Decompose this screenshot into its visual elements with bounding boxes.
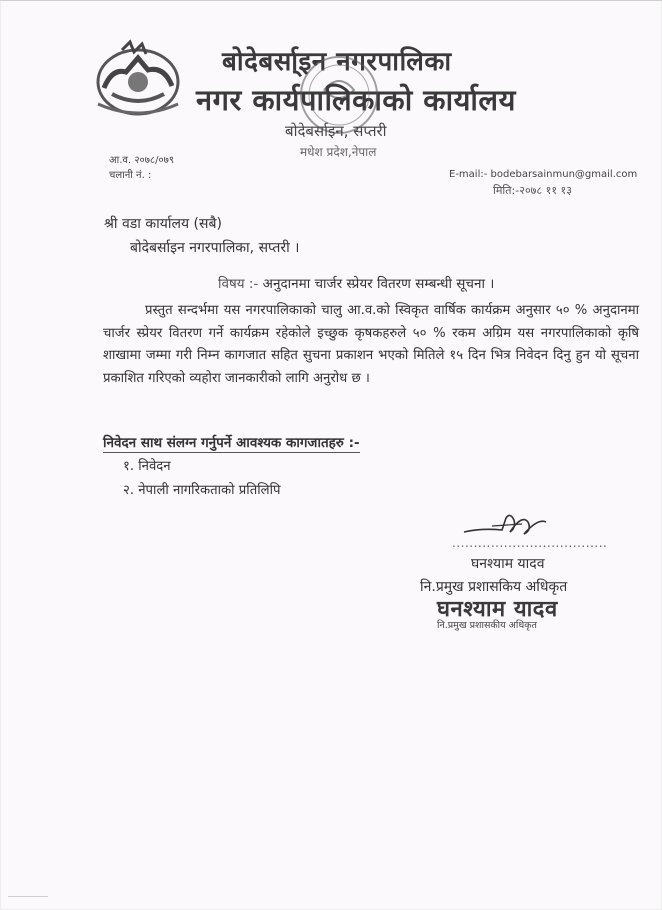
dispatch-number: चलानी नं. : xyxy=(109,170,152,181)
subject-line xyxy=(218,274,494,292)
office-subtitle: नगर कार्यपालिकाको कार्यालय xyxy=(196,83,516,117)
email-address: E-mail:- bodebarsainmun@gmail.com xyxy=(449,169,638,180)
name-stamp: घनश्याम यादव xyxy=(437,597,558,622)
signatory-name: घनश्याम यादव xyxy=(471,556,545,572)
bottom-edge-mark xyxy=(8,896,48,897)
office-name: बोदेबर्सा्इन नगरपालिका xyxy=(222,47,452,77)
office-address: बोदेबर्साइन, सप्तरी xyxy=(285,122,387,140)
documents-heading: निवेदन साथ संलग्न गर्नुपर्ने आवश्यक कागजातहरु :- xyxy=(103,435,360,451)
recipient-line-1: श्री वडा कार्यालय (सबै) xyxy=(104,216,222,232)
list-item: १. निवेदन xyxy=(123,459,171,474)
notice-paragraph: प्रस्तुत सन्दर्भमा यस नगरपालिकाको चालु आ.व.को स्विकृत वार्षिक कार्यक्रम अनुसार ५० % अनुदानमा चार्जर स्प्रेयर वितरण गर्ने कार्यक्रम रहेकोले इच्छुक कृषकहरुले ५० % रकम अग्रिम यस नगरपालिकाको कृषि शाखामा जम्मा गरी निम्न कागजात सहित सुचना प्रकाशन भएको मितिले १५ दिन भित्र निवेदन दिनु हुन यो सूचना प्रकाशित गरिएको व्यहोरा जानकारीको लागि अनुरोध छ । xyxy=(103,303,639,386)
title-stamp: नि.प्रमुख प्रशासकीय अधिकृत xyxy=(437,620,537,631)
signatory-title: नि.प्रमुख प्रशासकिय अधिकृत xyxy=(420,579,568,595)
signature-line: .................................... xyxy=(452,536,608,550)
letter-date: मिति:-२०७८ ११ १३ xyxy=(493,184,572,197)
top-edge xyxy=(0,0,662,1)
list-item: २. नेपाली नागरिकताको प्रतिलिपि xyxy=(123,483,281,498)
recipient-line-2: बोदेबर्साइन नगरपालिका, सप्तरी । xyxy=(130,240,300,256)
fiscal-year: आ.व. २०७८/०७९ xyxy=(109,155,175,166)
nepal-emblem-icon xyxy=(92,38,184,118)
subject-label: विषय :- xyxy=(218,276,259,292)
office-province: मधेश प्रदेश,नेपाल xyxy=(300,145,377,159)
documents-list xyxy=(123,455,280,503)
subject-text: अनुदानमा चार्जर स्प्रेयर वितरण सम्बन्धी सूचना । xyxy=(262,276,495,292)
